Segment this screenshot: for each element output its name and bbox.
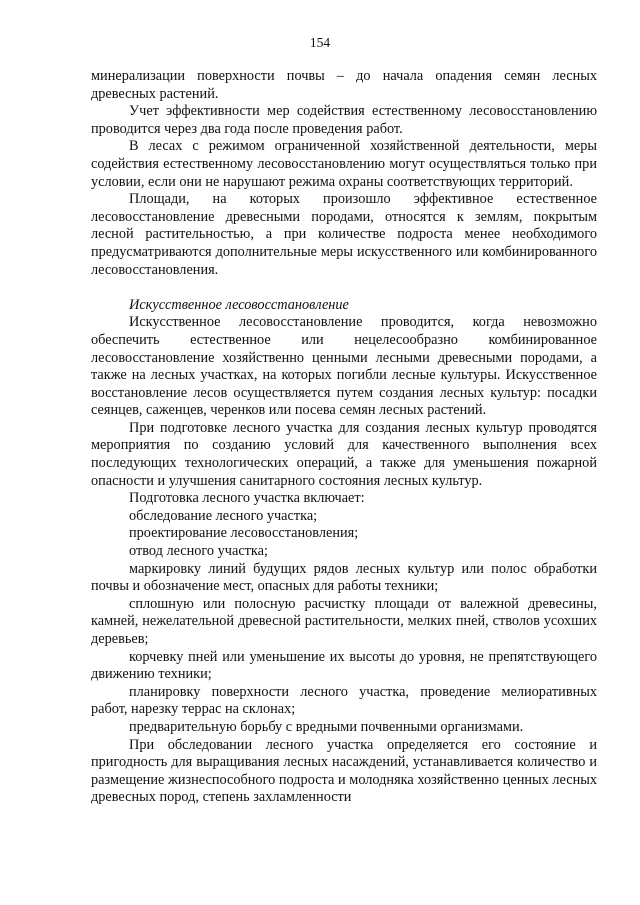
paragraph: Площади, на которых произошло эффективное естественное лесовосстановление древесными породами, относятся к землям, покрытым лесной растительностью, а при количестве подроста менее необходимого предусматриваются дополнительные меры искусственного или комбинированного лесовосстановления. [91, 191, 597, 278]
list-item: отвод лесного участка; [129, 543, 268, 560]
paragraph: Учет эффективности мер содействия естественному лесовосстановлению проводится через два года после проведения работ. [91, 103, 597, 137]
list-item: предварительную борьбу с вредными почвенными организмами. [129, 718, 524, 735]
document-body [91, 68, 597, 807]
paragraph: В лесах с режимом ограниченной хозяйственной деятельности, меры содействия естественному лесовосстановлению могут осуществляться только при условии, если они не нарушают режима охраны соответствующих территорий. [91, 138, 597, 190]
blank-line [91, 279, 597, 297]
paragraph: При обследовании лесного участка определяется его состояние и пригодность для выращивания лесных насаждений, устанавливается количество и размещение жизнеспособного подроста и молодняка хозяйственно ценных лесных древесных пород, степень захламленности [91, 736, 597, 806]
page-number: 154 [309, 35, 331, 50]
paragraph: Подготовка лесного участка включает: [129, 490, 365, 507]
list-item: сплошную или полосную расчистку площади от валежной древесины, камней, нежелательной древесной растительности, мелких пней, стволов усохших деревьев; [91, 595, 597, 647]
paragraph-continuation: минерализации поверхности почвы – до начала опадения семян лесных древесных растений. [91, 68, 597, 102]
paragraph: При подготовке лесного участка для создания лесных культур проводятся мероприятия по созданию условий для качественного выполнения всех последующих технологических операций, а также для уменьшения пожарной опасности и улучшения санитарного состояния лесных культур. [91, 419, 597, 489]
section-heading: Искусственное лесовосстановление [129, 296, 349, 313]
list-item: планировку поверхности лесного участка, проведение мелиоративных работ, нарезку террас на склонах; [91, 683, 597, 718]
paragraph: Искусственное лесовосстановление проводится, когда невозможно обеспечить естественное или нецелесообразно комбинированное лесовосстановление хозяйственно ценными лесными древесными породами, а также на лесных участках, на которых погибли лесные культуры. Искусственное восстановление лесов осуществляется путем создания лесных культур: посадки сеянцев, саженцев, черенков или посева семян лесных растений. [91, 314, 597, 419]
list-item: маркировку линий будущих рядов лесных культур или полос обработки почвы и обозначение мест, опасных для работы техники; [91, 560, 597, 595]
list-item: обследование лесного участка; [129, 507, 318, 524]
list-item: корчевку пней или уменьшение их высоты до уровня, не препятствующего движению техники; [91, 648, 597, 683]
list-item: проектирование лесовосстановления; [129, 525, 359, 542]
